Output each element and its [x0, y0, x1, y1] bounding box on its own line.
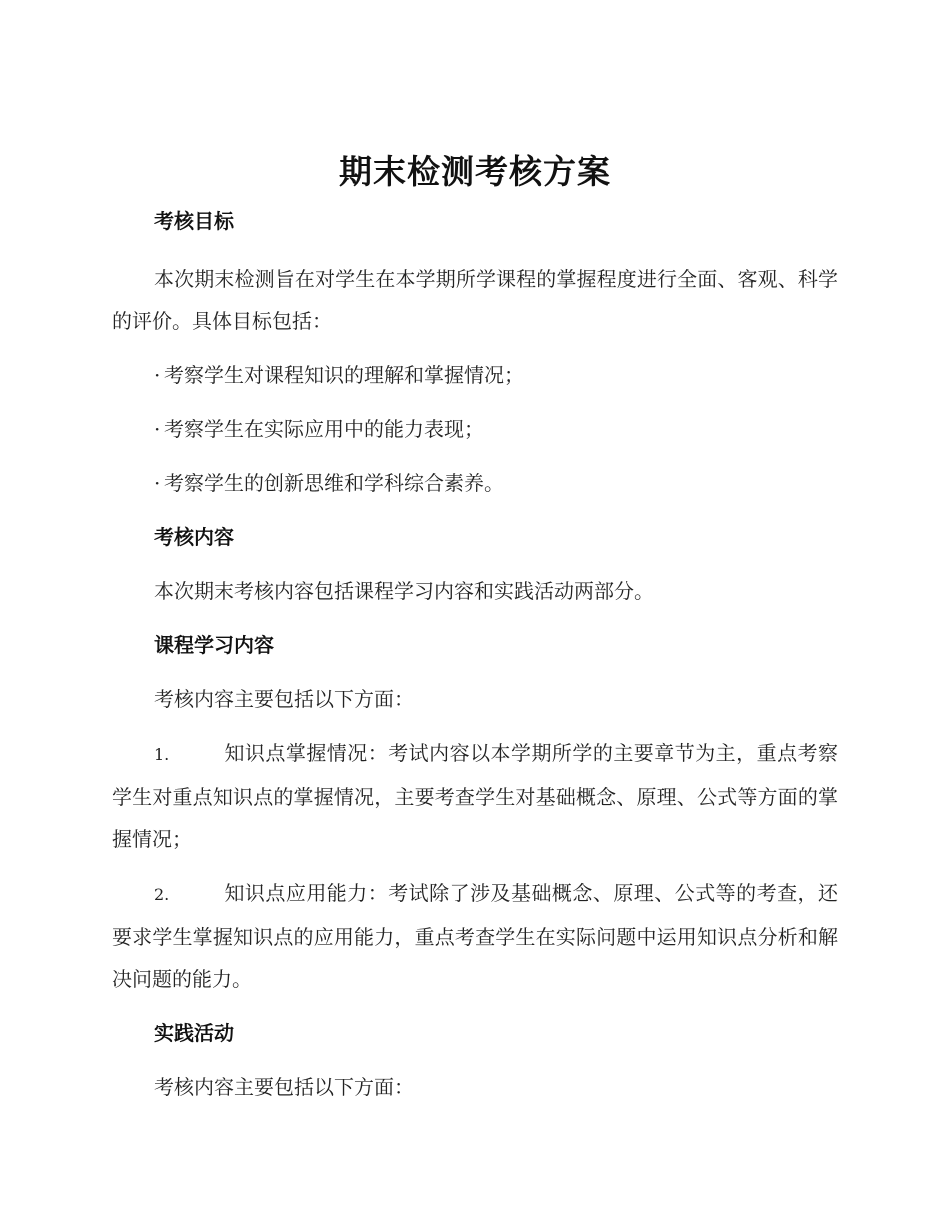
item-text: 知识点应用能力：考试除了涉及基础概念、原理、公式等的考查，还要求学生掌握知识点的应用能力，重点考查学生在实际问题中运用知识点分析和解决问题的能力。 — [112, 881, 838, 991]
item-text: 知识点掌握情况：考试内容以本学期所学的主要章节为主，重点考察学生对重点知识点的掌握情况，主要考查学生对基础概念、原理、公式等方面的掌握情况； — [112, 741, 838, 851]
bullet-dot-icon: · — [154, 417, 161, 441]
document-title: 期末检测考核方案 — [339, 152, 611, 191]
item-number: 1. — [154, 745, 170, 764]
bullet-dot-icon: · — [154, 471, 161, 495]
objectives-bullet — [112, 462, 838, 504]
bullet-dot-icon: · — [154, 363, 161, 387]
section-heading-practice: 实践活动 — [154, 1021, 234, 1045]
course-content-intro: 考核内容主要包括以下方面： — [154, 687, 414, 711]
content-intro: 本次期末考核内容包括课程学习内容和实践活动两部分。 — [154, 579, 654, 603]
section-heading-content: 考核内容 — [154, 525, 234, 549]
objectives-bullet — [112, 354, 838, 396]
section-heading-course-content: 课程学习内容 — [154, 633, 274, 657]
bullet-text: 考察学生对课程知识的理解和掌握情况； — [164, 363, 524, 387]
objectives-bullet — [112, 408, 838, 450]
item-number: 2. — [154, 885, 170, 904]
section-heading-objectives: 考核目标 — [154, 209, 234, 233]
practice-intro: 考核内容主要包括以下方面： — [154, 1075, 414, 1099]
numbered-item — [112, 872, 838, 1000]
bullet-text: 考察学生的创新思维和学科综合素养。 — [164, 471, 504, 495]
objectives-intro: 本次期末检测旨在对学生在本学期所学课程的掌握程度进行全面、客观、科学的评价。具体目标包括： — [112, 267, 838, 333]
numbered-item — [112, 732, 838, 860]
bullet-text: 考察学生在实际应用中的能力表现； — [164, 417, 484, 441]
